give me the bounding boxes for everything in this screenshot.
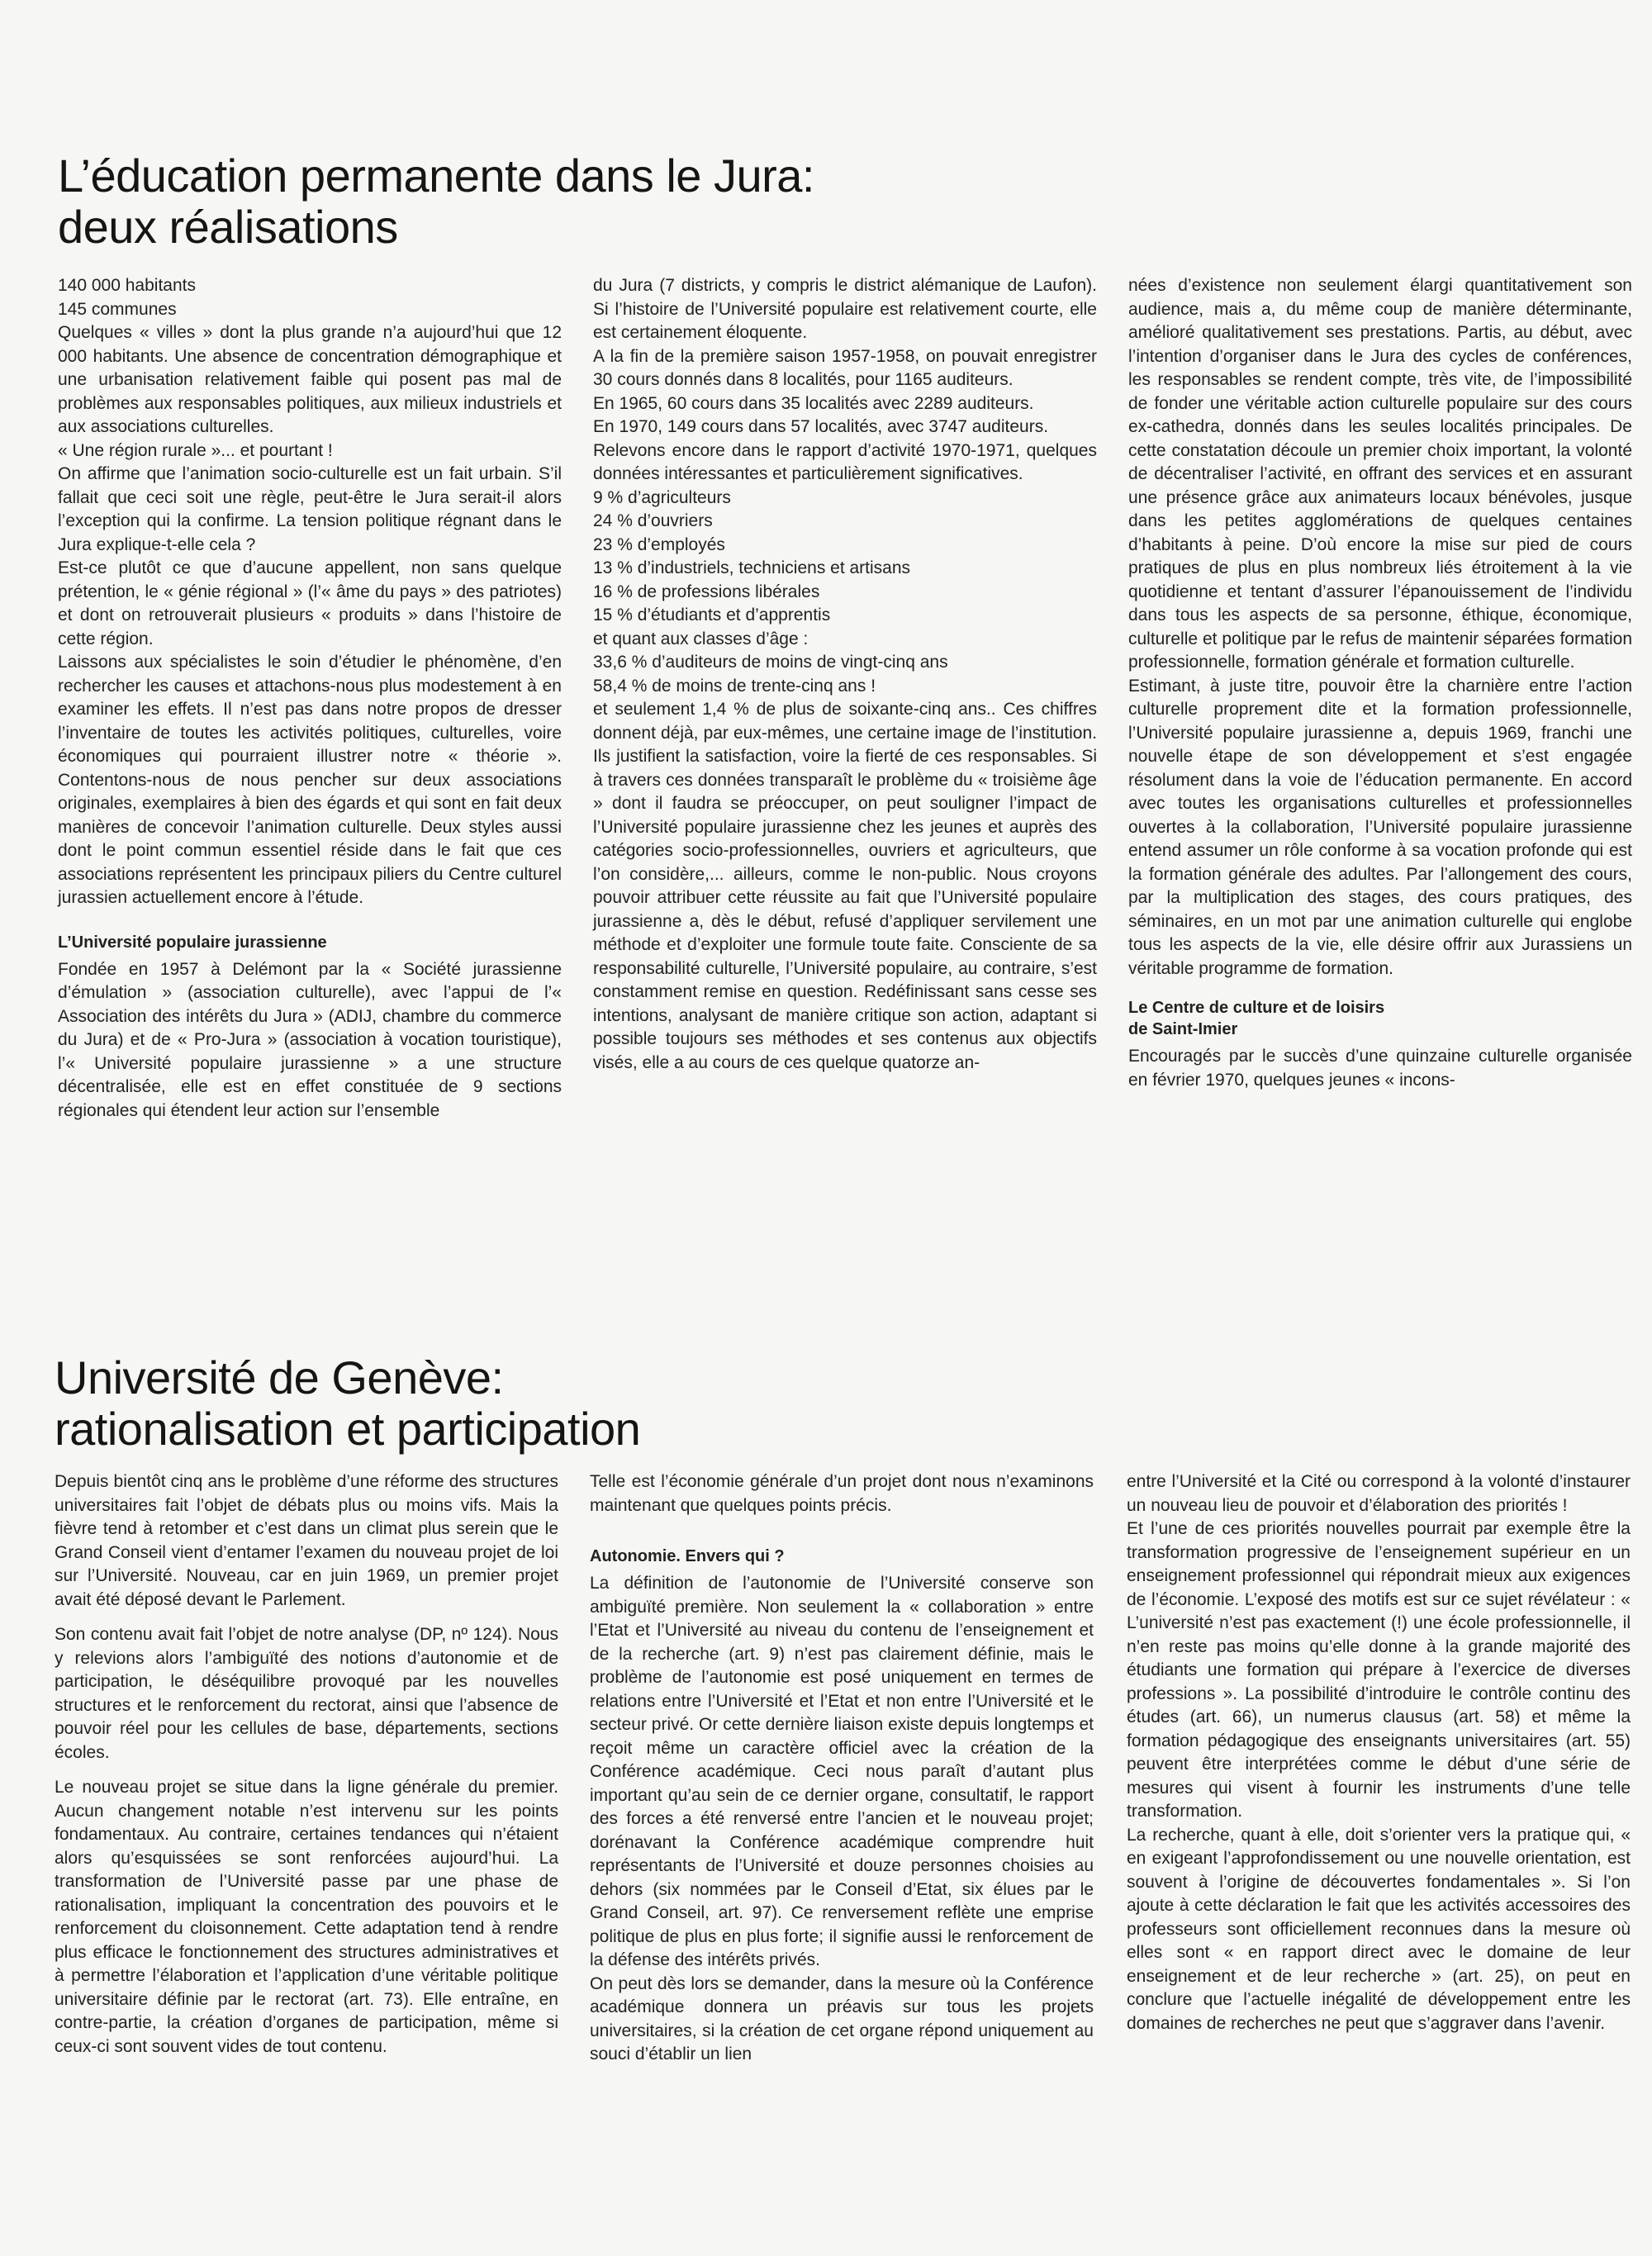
- stat-line: et quant aux classes d’âge :: [593, 629, 809, 648]
- stat-line: 13 % d’industriels, techniciens et artisans: [593, 558, 911, 577]
- paragraph: « Une région rurale »... et pourtant !: [58, 440, 333, 460]
- article-geneve-column-1: [55, 1470, 558, 2059]
- paragraph: Le nouveau projet se situe dans la ligne générale du premier. Aucun changement notable n’est intervenu sur les points fondamentaux. Au contraire, certaines tendances qui n’étaient alors qu’esquissées se sont renforcées aujourd’hui. La transformation de l’Université passe par une phase de rationalisation, impliquant la concentration des pouvoirs et le renforcement du cloisonnement. Cette adaptation tend à rendre plus efficace le fonctionnement des structures administratives et à permettre l’élaboration et l’application d’une véritable politique universitaire définie par le rectorat (art. 73). Elle entraîne, en contre-partie, la création d’organes de participation, même si ceux-ci sont souvent vides de tout contenu.: [55, 1778, 558, 2056]
- paragraph: Est-ce plutôt ce que d’aucune appellent, non sans quelque prétention, le « génie régional » (l’« âme du pays » des patriotes) et dont on retrouverait plusieurs « produits » dans l’histoire de cette région.: [58, 558, 562, 648]
- title-line: Université de Genève:: [55, 1351, 504, 1403]
- paragraph: Estimant, à juste titre, pouvoir être la charnière entre l’action culturelle proprement dite et la formation professionnelle, l’Université populaire jurassienne a, depuis 1969, franchi une nouvelle étape de son développement et s’est engagée résolument dans la voie de l’éducation permanente. En accord avec toutes les organisations culturelles et professionnelles ouvertes à la collaboration, l’Université populaire jurassienne entend assumer un rôle conforme à sa vocation profonde qui est la formation générale des adultes. Par l’allongement des cours, par la multiplication des stages, des cours pratiques, des séminaires, en un mot par une animation culturelle qui englobe tous les aspects de la vie, elle désire offrir aux Jurassiens un véritable programme de formation.: [1128, 676, 1632, 978]
- heading-line: Le Centre de culture et de loisirs: [1128, 999, 1385, 1017]
- article-jura-column-3: [1128, 274, 1632, 1092]
- paragraph: Telle est l’économie générale d’un projet dont nous n’examinons maintenant que quelques points précis.: [590, 1472, 1094, 1515]
- paragraph: Son contenu avait fait l’objet de notre analyse (DP, nº 124). Nous y relevions alors l’ambiguïté des notions d’autonomie et de participation, le déséquilibre provoqué par les nouvelles structures et le renforcement du rectorat, ainsi que l’absence de pouvoir réel pour les cellules de base, départements, sections écoles.: [55, 1625, 558, 1762]
- paragraph: La définition de l’autonomie de l’Université conserve son ambiguïté première. Non seulement la « collaboration » entre l’Etat et l’Université au niveau du contenu de l’enseignement et de la recherche (art. 9) n’est pas clairement définie, mais le problème de l’autonomie est posé uniquement en termes de relations entre l’Université et l’Etat et non entre l’Université et le secteur privé. Or cette dernière liaison existe depuis longtemps et reçoit même un caractère officiel avec la création de la Conférence académique. Ceci nous paraît d’autant plus important qu’au sein de ce dernier organe, consultatif, le rapport des forces a été renversé entre l’ancien et le nouveau projet; dorénavant la Conférence académique comprendre huit représentants de l’Université et douze personnes choisies au dehors (six nommées par le Conseil d’Etat, six élues par le Grand Conseil, art. 97). Ce renversement reflète une emprise politique de plus en plus forte; il signifie aussi le renforcement de la défense des intérêts privés.: [590, 1574, 1094, 1969]
- paragraph: nées d’existence non seulement élargi quantitativement son audience, mais a, du même coup de manière déterminante, amélioré qualitativement ses prestations. Partis, au début, avec l’intention d’organiser dans le Jura des cycles de conférences, les responsables se rendent compte, très vite, de l’impossibilité de fonder une véritable action culturelle populaire sur des cours ex-cathedra, donnés dans les seules localités principales. De cette constatation découle un premier choix important, la volonté de décentraliser l’activité, en offrant des services et en assurant une présence grâce aux animateurs locaux bénévoles, jusque dans les petites agglomérations de quelques centaines d’habitants à peine. D’où encore la mise sur pied de cours pratiques de plus en plus nombreux liés étroitement à la vie quotidienne et tentant d’assurer l’épanouissement de l’individu dans tous les aspects de sa personne, éthique, économique, culturelle et politique par le refus de maintenir séparées formation professionnelle, formation générale et formation culturelle.: [1128, 276, 1632, 672]
- article-geneve-column-3: [1127, 1470, 1631, 2035]
- paragraph: du Jura (7 districts, y compris le district alémanique de Laufon). Si l’histoire de l’Université populaire est relativement courte, elle est certainement éloquente.: [593, 276, 1097, 342]
- stat-line: 140 000 habitants: [58, 276, 196, 295]
- paragraph: Depuis bientôt cinq ans le problème d’une réforme des structures universitaires fait l’objet de débats plus ou moins vifs. Mais la fièvre tend à retomber et c’est dans un climat plus serein que le Grand Conseil vient d’entamer l’examen du nouveau projet de loi sur l’Université. Nouveau, car en juin 1969, un premier projet avait été déposé devant le Parlement.: [55, 1472, 558, 1609]
- paragraph: On peut dès lors se demander, dans la mesure où la Conférence académique donnera un préavis sur tous les projets universitaires, si la création de cet organe répond uniquement au souci d’établir un lien: [590, 1973, 1094, 2064]
- paragraph: Fondée en 1957 à Delémont par la « Société jurassienne d’émulation » (association culturelle), avec l’appui de l’« Association des intérêts du Jura » (ADIJ, chambre du commerce du Jura) et de « Pro-Jura » (association à vocation touristique), l’« Université populaire jurassienne » a une structure décentralisée, elle est en effet constituée de 9 sections régionales qui étendent leur action sur l’ensemble: [58, 959, 562, 1120]
- paragraph: On affirme que l’animation socio-culturelle est un fait urbain. S’il fallait que ceci soit une règle, peut-être le Jura serait-il alors l’exception qui la confirme. La tension politique régnant dans le Jura explique-t-elle cela ?: [58, 464, 562, 554]
- article-title-jura: [58, 150, 814, 253]
- paragraph: Laissons aux spécialistes le soin d’étudier le phénomène, d’en rechercher les causes et attachons-nous plus modestement à en examiner les effets. Il n’est pas dans notre propos de dresser l’inventaire de toutes les activités politiques, culturelles, voire économiques qui pourraient illustrer notre « théorie ». Contentons-nous de nous pencher sur deux associations originales, exemplaires à bien des égards et qui sont en fait deux manières de concevoir l’animation culturelle. Deux styles aussi dont le point commun essentiel réside dans le fait que ces associations représentent les principaux piliers du Centre culturel jurassien actuellement encore à l’étude.: [58, 653, 562, 907]
- stat-line: 58,4 % de moins de trente-cinq ans !: [593, 676, 876, 696]
- section-heading: L’Université populaire jurassienne: [58, 933, 327, 952]
- stat-line: 9 % d’agriculteurs: [593, 487, 731, 507]
- title-line: rationalisation et participation: [55, 1403, 641, 1455]
- stat-line: 24 % d’ouvriers: [593, 511, 713, 530]
- section-heading: [1128, 997, 1632, 1040]
- paragraph: entre l’Université et la Cité ou correspond à la volonté d’instaurer un nouveau lieu de pouvoir et d’élaboration des priorités !: [1127, 1472, 1631, 1515]
- paragraph: et seulement 1,4 % de plus de soixante-cinq ans.. Ces chiffres donnent déjà, par eux-mêmes, une certaine image de l’institution. Ils justifient la satisfaction, voire la fierté de ces responsables. Si à travers ces données transparaît le problème du « troisième âge » dont il faudra se préoccuper, on peut souligner l’impact de l’Université populaire jurassienne chez les jeunes et auprès des catégories socio-professionnelles, ouvriers et agriculteurs, que l’on considère,... ailleurs, comme le non-public. Nous croyons pouvoir attribuer cette réussite au fait que l’Université populaire jurassienne a, dès le début, refusé d’appliquer servilement une méthode et d’exploiter une formule toute faite. Consciente de sa responsabilité culturelle, l’Université populaire, au contraire, s’est constamment remise en question. Redéfinissant sans cesse ses intentions, analysant de manière critique son action, adaptant si possible toujours ses méthodes et ses contenus aux objectifs visés, elle a au cours de ces quelque quatorze an-: [593, 700, 1097, 1072]
- paragraph: La recherche, quant à elle, doit s’orienter vers la pratique qui, « en exigeant l’approfondissement ou une nouvelle orientation, est souvent à l’origine de découvertes fondamentales ». Si l’on ajoute à cette déclaration le fait que les activités accessoires des professeurs sont officiellement reconnues dans la mesure où elles sont « en rapport direct avec le domaine de leur enseignement et de leur recherche » (art. 25), on peut en conclure que l’actuelle inégalité de développement entre les domaines de recherches ne peut que s’aggraver dans l’avenir.: [1127, 1825, 1631, 2033]
- article-jura-column-1: [58, 274, 562, 1123]
- heading-line: de Saint-Imier: [1128, 1020, 1238, 1038]
- paragraph: Quelques « villes » dont la plus grande n’a aujourd’hui que 12 000 habitants. Une absence de concentration démographique et une urbanisation relativement faible qui posent pas mal de problèmes aux responsables politiques, aux milieux industriels et aux associations culturelles.: [58, 323, 562, 436]
- title-line: deux réalisations: [58, 201, 398, 253]
- article-title-geneve: [55, 1352, 640, 1455]
- paragraph: En 1965, 60 cours dans 35 localités avec 2289 auditeurs.: [593, 393, 1034, 413]
- section-heading: Autonomie. Envers qui ?: [590, 1547, 785, 1565]
- stat-line: 33,6 % d’auditeurs de moins de vingt-cinq ans: [593, 653, 948, 672]
- article-geneve-column-2: [590, 1470, 1094, 2067]
- stat-line: 16 % de professions libérales: [593, 582, 820, 601]
- stat-line: 145 communes: [58, 299, 177, 319]
- title-line: L’éducation permanente dans le Jura:: [58, 150, 814, 202]
- paragraph: Relevons encore dans le rapport d’activité 1970-1971, quelques données intéressantes et particulièrement significatives.: [593, 440, 1097, 483]
- paragraph: Encouragés par le succès d’une quinzaine culturelle organisée en février 1970, quelques jeunes « incons-: [1128, 1047, 1632, 1090]
- paragraph: Et l’une de ces priorités nouvelles pourrait par exemple être la transformation progressive de l’enseignement supérieur en un enseignement professionnel qui répondrait mieux aux exigences de l’économie. L’exposé des motifs est sur ce sujet révélateur : « L’université n’est pas exactement (!) une école professionnelle, il n’en reste pas moins qu’elle donne à la grande majorité des étudiants une formation qui prépare à l’exercice de diverses professions ». La possibilité d’introduire le contrôle continu des études (art. 66), un numerus clausus (art. 58) et même la formation pédagogique des enseignants universitaires (art. 55) peuvent être interprétées comme le début d’une série de mesures qui visent à fournir les instruments d’une telle transformation.: [1127, 1519, 1631, 1821]
- article-jura-column-2: [593, 274, 1097, 1075]
- stat-line: 23 % d’employés: [593, 534, 725, 554]
- paragraph: En 1970, 149 cours dans 57 localités, avec 3747 auditeurs.: [593, 417, 1049, 436]
- paragraph: A la fin de la première saison 1957-1958, on pouvait enregistrer 30 cours donnés dans 8 localités, pour 1165 auditeurs.: [593, 346, 1097, 389]
- stat-line: 15 % d’étudiants et d’apprentis: [593, 606, 831, 625]
